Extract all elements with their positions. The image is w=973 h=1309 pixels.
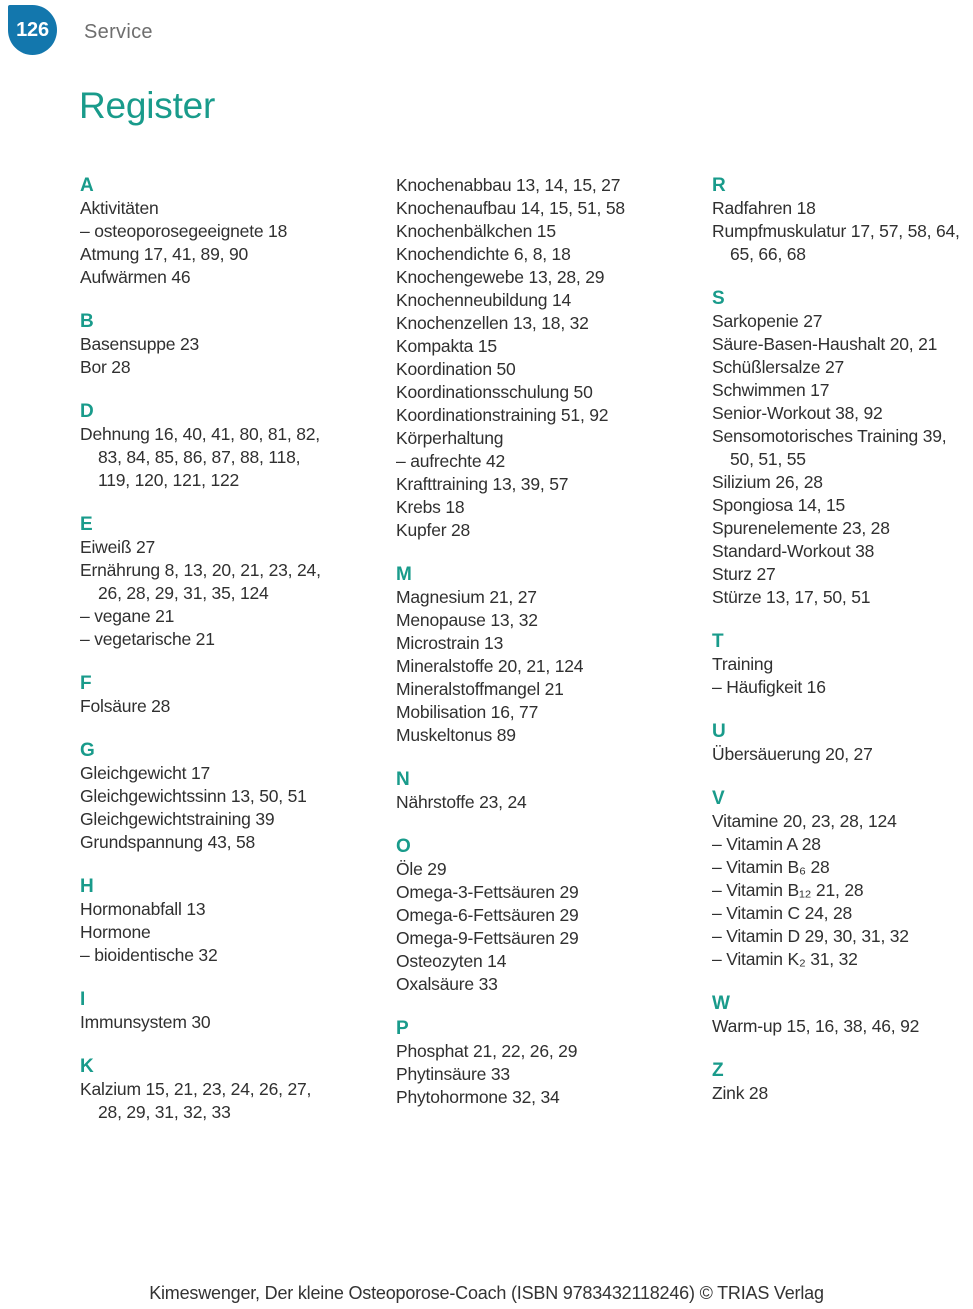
section-letter: U [712, 721, 726, 742]
index-entry: Basensuppe 23 [80, 334, 200, 354]
index-section [712, 174, 973, 266]
index-entry: Muskeltonus 89 [396, 725, 516, 745]
index-entry: Öle 29 [396, 859, 447, 879]
index-entry: Spongiosa 14, 15 [712, 495, 846, 515]
index-entry: Magnesium 21, 27 [396, 587, 537, 607]
index-section [712, 787, 973, 971]
section-letter: I [80, 989, 86, 1010]
index-section [80, 1055, 396, 1124]
index-entry: Omega-3-Fettsäuren 29 [396, 882, 579, 902]
index-entry: – osteoporosegeeignete 18 [80, 221, 288, 241]
index-column [396, 174, 712, 1124]
index-entry: Spurenelemente 23, 28 [712, 518, 890, 538]
index-entry: Oxalsäure 33 [396, 974, 498, 994]
index-entry: – Vitamin D 29, 30, 31, 32 [712, 926, 909, 946]
index-entry: Folsäure 28 [80, 696, 171, 716]
index-entry: Knochendichte 6, 8, 18 [396, 244, 571, 264]
section-letter: A [80, 175, 94, 196]
index-entry: Training [712, 654, 773, 674]
index-entry: Rumpfmuskulatur 17, 57, 58, 64, [712, 221, 960, 241]
index-entry: Atmung 17, 41, 89, 90 [80, 244, 249, 264]
index-entry: Osteozyten 14 [396, 951, 507, 971]
index-entry: Kupfer 28 [396, 520, 471, 540]
section-letter: F [80, 673, 92, 694]
index-section [80, 174, 396, 289]
index-entry: Körperhaltung [396, 428, 504, 448]
index-entry: Nährstoffe 23, 24 [396, 792, 527, 812]
section-letter: B [80, 311, 94, 332]
index-columns [0, 174, 973, 1124]
index-entry: Übersäuerung 20, 27 [712, 744, 873, 764]
index-entry: Warm-up 15, 16, 38, 46, 92 [712, 1016, 920, 1036]
index-entry: Gleichgewichtssinn 13, 50, 51 [80, 786, 307, 806]
index-entry: – aufrechte 42 [396, 451, 506, 471]
index-section [396, 563, 712, 747]
section-letter: O [396, 836, 411, 857]
index-entry: Eiweiß 27 [80, 537, 156, 557]
index-entry: Mineralstoffe 20, 21, 124 [396, 656, 584, 676]
index-entry-continuation: 83, 84, 85, 86, 87, 88, 118, [98, 447, 301, 467]
index-entry: Immunsystem 30 [80, 1012, 211, 1032]
index-section [80, 513, 396, 651]
index-section [712, 720, 973, 766]
index-entry: Menopause 13, 32 [396, 610, 538, 630]
index-section [712, 1059, 973, 1105]
copyright-footer: Kimeswenger, Der kleine Osteoporose-Coach (ISBN 9783432118246) © TRIAS Verlag [149, 1283, 824, 1303]
index-entry: Knochenzellen 13, 18, 32 [396, 313, 589, 333]
index-entry: – Vitamin A 28 [712, 834, 821, 854]
index-entry: Stürze 13, 17, 50, 51 [712, 587, 871, 607]
section-letter: S [712, 288, 725, 309]
index-entry-continuation: 50, 51, 55 [730, 449, 806, 469]
index-entry: Silizium 26, 28 [712, 472, 823, 492]
index-entry: Schwimmen 17 [712, 380, 830, 400]
section-letter: V [712, 788, 725, 809]
index-entry: Säure-Basen-Haushalt 20, 21 [712, 334, 938, 354]
index-entry: Phytohormone 32, 34 [396, 1087, 560, 1107]
index-entry: Knochenneubildung 14 [396, 290, 572, 310]
index-entry: Hormone [80, 922, 151, 942]
index-entry: Knochenbälkchen 15 [396, 221, 556, 241]
index-entry-continuation: 119, 120, 121, 122 [98, 470, 240, 490]
index-entry: Sarkopenie 27 [712, 311, 823, 331]
index-entry-continuation: 28, 29, 31, 32, 33 [98, 1102, 231, 1122]
index-entry: Gleichgewichtstraining 39 [80, 809, 275, 829]
index-entry: Omega-6-Fettsäuren 29 [396, 905, 579, 925]
section-letter: N [396, 769, 410, 790]
index-entry: Krafttraining 13, 39, 57 [396, 474, 569, 494]
index-entry: Microstrain 13 [396, 633, 504, 653]
page-title: Register [79, 85, 216, 126]
index-entry: – vegetarische 21 [80, 629, 215, 649]
index-section [396, 835, 712, 996]
index-entry: Aktivitäten [80, 198, 159, 218]
index-entry: Vitamine 20, 23, 28, 124 [712, 811, 897, 831]
index-section [396, 174, 712, 542]
index-entry: Kalzium 15, 21, 23, 24, 26, 27, [80, 1079, 312, 1099]
page-number: 126 [16, 18, 49, 41]
index-section [80, 310, 396, 379]
index-entry: Mobilisation 16, 77 [396, 702, 539, 722]
index-entry: Sensomotorisches Training 39, [712, 426, 947, 446]
index-entry: Mineralstoffmangel 21 [396, 679, 564, 699]
index-entry: – Häufigkeit 16 [712, 677, 826, 697]
index-entry-continuation: 26, 28, 29, 31, 35, 124 [98, 583, 269, 603]
index-entry: Omega-9-Fettsäuren 29 [396, 928, 579, 948]
index-section [80, 875, 396, 967]
index-section [80, 400, 396, 492]
index-section [712, 630, 973, 699]
section-letter: W [712, 993, 730, 1014]
section-letter: P [396, 1018, 409, 1039]
index-column [80, 174, 396, 1124]
section-letter: H [80, 876, 94, 897]
section-letter: D [80, 401, 94, 422]
index-entry: Dehnung 16, 40, 41, 80, 81, 82, [80, 424, 320, 444]
index-column [712, 174, 973, 1124]
section-letter: M [396, 564, 412, 585]
index-entry: Senior-Workout 38, 92 [712, 403, 883, 423]
index-entry: Knochengewebe 13, 28, 29 [396, 267, 605, 287]
page-number-badge [8, 5, 57, 55]
index-section [712, 992, 973, 1038]
index-entry: – bioidentische 32 [80, 945, 218, 965]
section-letter: G [80, 740, 95, 761]
index-entry: Bor 28 [80, 357, 131, 377]
index-entry: Koordinationstraining 51, 92 [396, 405, 609, 425]
index-entry-continuation: 65, 66, 68 [730, 244, 806, 264]
index-section [396, 768, 712, 814]
index-entry: – Vitamin B₆ 28 [712, 857, 830, 877]
index-entry: Koordination 50 [396, 359, 516, 379]
section-letter: Z [712, 1060, 724, 1081]
index-section [396, 1017, 712, 1109]
index-entry: Krebs 18 [396, 497, 465, 517]
index-entry: Sturz 27 [712, 564, 776, 584]
index-entry: – Vitamin C 24, 28 [712, 903, 853, 923]
index-entry: Schüßlersalze 27 [712, 357, 845, 377]
index-entry: Knochenabbau 13, 14, 15, 27 [396, 175, 621, 195]
index-entry: – Vitamin B₁₂ 21, 28 [712, 880, 864, 900]
index-entry: Koordinationsschulung 50 [396, 382, 593, 402]
index-entry: – Vitamin K₂ 31, 32 [712, 949, 858, 969]
running-head: Service [84, 21, 153, 43]
index-entry: Radfahren 18 [712, 198, 816, 218]
section-letter: T [712, 631, 724, 652]
index-entry: Gleichgewicht 17 [80, 763, 211, 783]
index-entry: Phytinsäure 33 [396, 1064, 510, 1084]
index-section [80, 739, 396, 854]
index-entry: Hormonabfall 13 [80, 899, 206, 919]
index-section [80, 988, 396, 1034]
index-entry: Phosphat 21, 22, 26, 29 [396, 1041, 578, 1061]
index-section [712, 287, 973, 609]
index-entry: Kompakta 15 [396, 336, 497, 356]
section-letter: R [712, 175, 726, 196]
index-entry: Zink 28 [712, 1083, 768, 1103]
index-section [80, 672, 396, 718]
index-entry: Aufwärmen 46 [80, 267, 191, 287]
section-letter: K [80, 1056, 94, 1077]
index-entry: – vegane 21 [80, 606, 175, 626]
index-entry: Knochenaufbau 14, 15, 51, 58 [396, 198, 625, 218]
index-entry: Grundspannung 43, 58 [80, 832, 256, 852]
index-entry: Standard-Workout 38 [712, 541, 875, 561]
section-letter: E [80, 514, 93, 535]
index-entry: Ernährung 8, 13, 20, 21, 23, 24, [80, 560, 321, 580]
